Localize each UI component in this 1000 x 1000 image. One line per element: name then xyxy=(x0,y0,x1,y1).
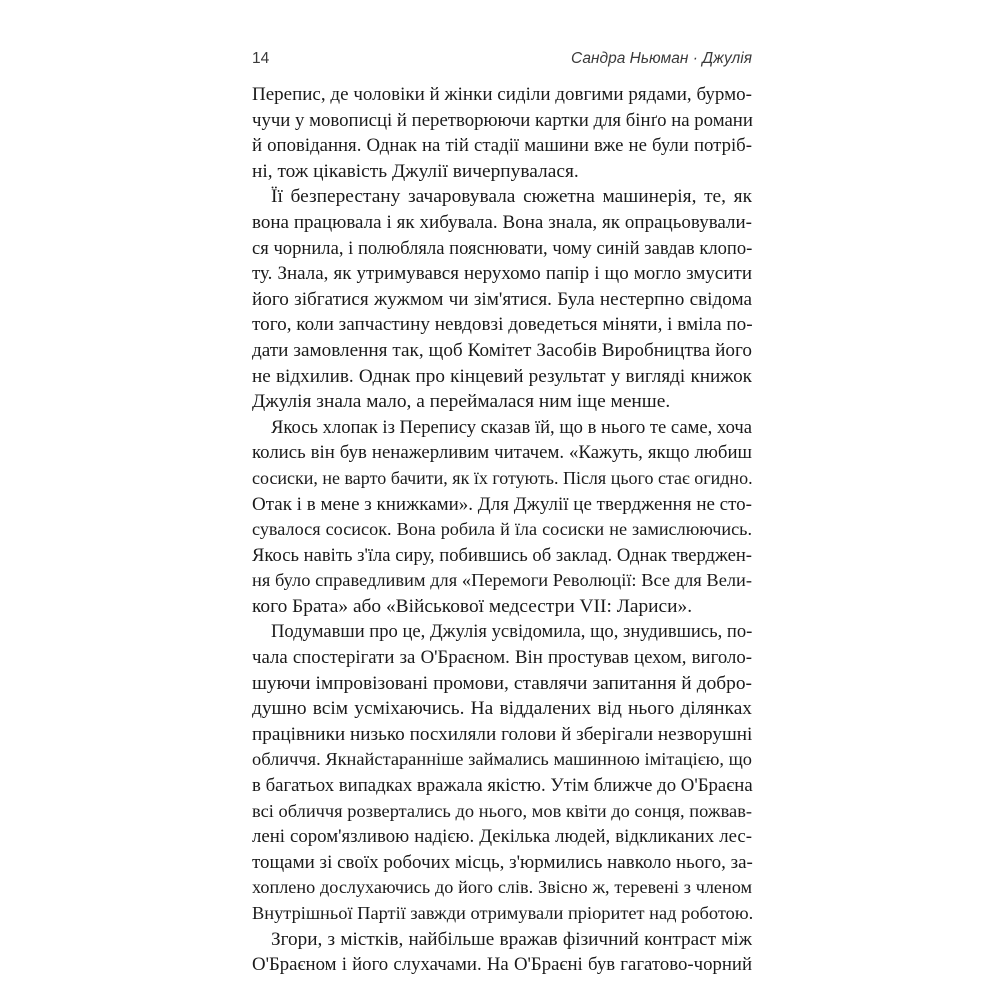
text-line: чучи у мовописці й перетворюючи картки для бінґо на романи xyxy=(252,109,753,131)
page-number: 14 xyxy=(252,50,270,67)
text-line: Подумавши про це, Джулія усвідомила, що, знудившись, по- xyxy=(271,621,753,643)
text-line: й оповідання. Однак на тій стадії машини вже не були потріб- xyxy=(252,135,752,157)
text-line: Внутрішньої Партії завжди отримували пріоритет над роботою. xyxy=(252,903,754,923)
text-line: кого Брата» або «Військової медсестри VII: Лариси». xyxy=(252,595,693,617)
text-line: чала спостерігати за О'Браєном. Він простував цехом, виголо- xyxy=(252,647,752,669)
text-line: сувалося сосисок. Вона робила й їла сосиски не замислюючись. xyxy=(252,519,752,540)
running-head: Сандра Ньюман · Джулія xyxy=(571,50,752,67)
text-line: колись він був ненажерливим читачем. «Кажуть, якщо любиш xyxy=(252,442,752,464)
text-line: О'Браєном і його слухачами. На О'Браєні був гагатово-чорний xyxy=(252,954,752,976)
text-line: Джулія знала мало, а переймалася ним іще менше. xyxy=(252,391,671,413)
text-line: ня було справедливим для «Перемоги Революції: Все для Вели- xyxy=(252,570,752,591)
text-line: всі обличчя розвертались до нього, мов квіти до сонця, пожвав- xyxy=(252,800,752,821)
text-line: шуючи імпровізовані промови, ставлячи запитання й добро- xyxy=(252,672,752,694)
text-line: Якось хлопак із Перепису сказав їй, що в нього те саме, хоча xyxy=(271,416,752,438)
page-header xyxy=(252,50,752,74)
text-line: ту. Знала, як утримувався нерухомо папір і що могло змусити xyxy=(252,263,752,285)
text-line: того, коли запчастину невдовзі доведеться міняти, і вміла по- xyxy=(252,314,753,336)
text-line: Отак і в мене з книжками». Для Джулії це твердження не сто- xyxy=(252,493,752,515)
text-line: тощами зі своїх робочих місць, з'юрмились навколо нього, за- xyxy=(252,851,753,873)
text-line: сосиски, не варто бачити, як їх готують. Після цього стає огидно. xyxy=(252,467,753,488)
text-line: Згори, з містків, найбільше вражав фізичний контраст між xyxy=(271,928,752,950)
text-line: дати замовлення так, щоб Комітет Засобів Виробництва його xyxy=(252,339,752,361)
text-line: лені сором'язливою надією. Декілька людей, відкликаних лес- xyxy=(252,826,752,848)
text-line: працівники низько посхиляли голови й зберігали незворушні xyxy=(252,723,753,745)
text-line: не відхилив. Однак про кінцевий результат у вигляді книжок xyxy=(252,365,752,387)
text-line: Її безперестану зачаровувала сюжетна машинерія, те, як xyxy=(271,186,752,208)
text-line: ся чорнила, і полюбляла пояснювати, чому синій завдав клопо- xyxy=(252,237,753,259)
text-line: ні, тож цікавість Джулії вичерпувалася. xyxy=(252,160,579,182)
text-line: вона працювала і як хибувала. Вона знала, як опрацьовували- xyxy=(252,211,752,233)
text-line: хоплено дослухаючись до його слів. Звісно ж, теревені з членом xyxy=(252,877,752,898)
text-line: його зібгатися жужмом чи зім'ятися. Була нестерпно свідома xyxy=(252,288,752,310)
text-line: душно всім усміхаючись. На віддалених від нього ділянках xyxy=(252,698,752,720)
text-line: обличчя. Якнайстаранніше займались машинною імітацією, що xyxy=(252,749,752,770)
body-text xyxy=(252,82,752,978)
text-line: Якось навіть з'їла сиру, побившись об заклад. Однак тверджен- xyxy=(252,544,752,566)
text-line: Перепис, де чоловіки й жінки сиділи довгими рядами, бурмо- xyxy=(252,84,752,105)
text-line: в багатьох випадках вражала якістю. Утім ближче до О'Браєна xyxy=(252,775,753,797)
